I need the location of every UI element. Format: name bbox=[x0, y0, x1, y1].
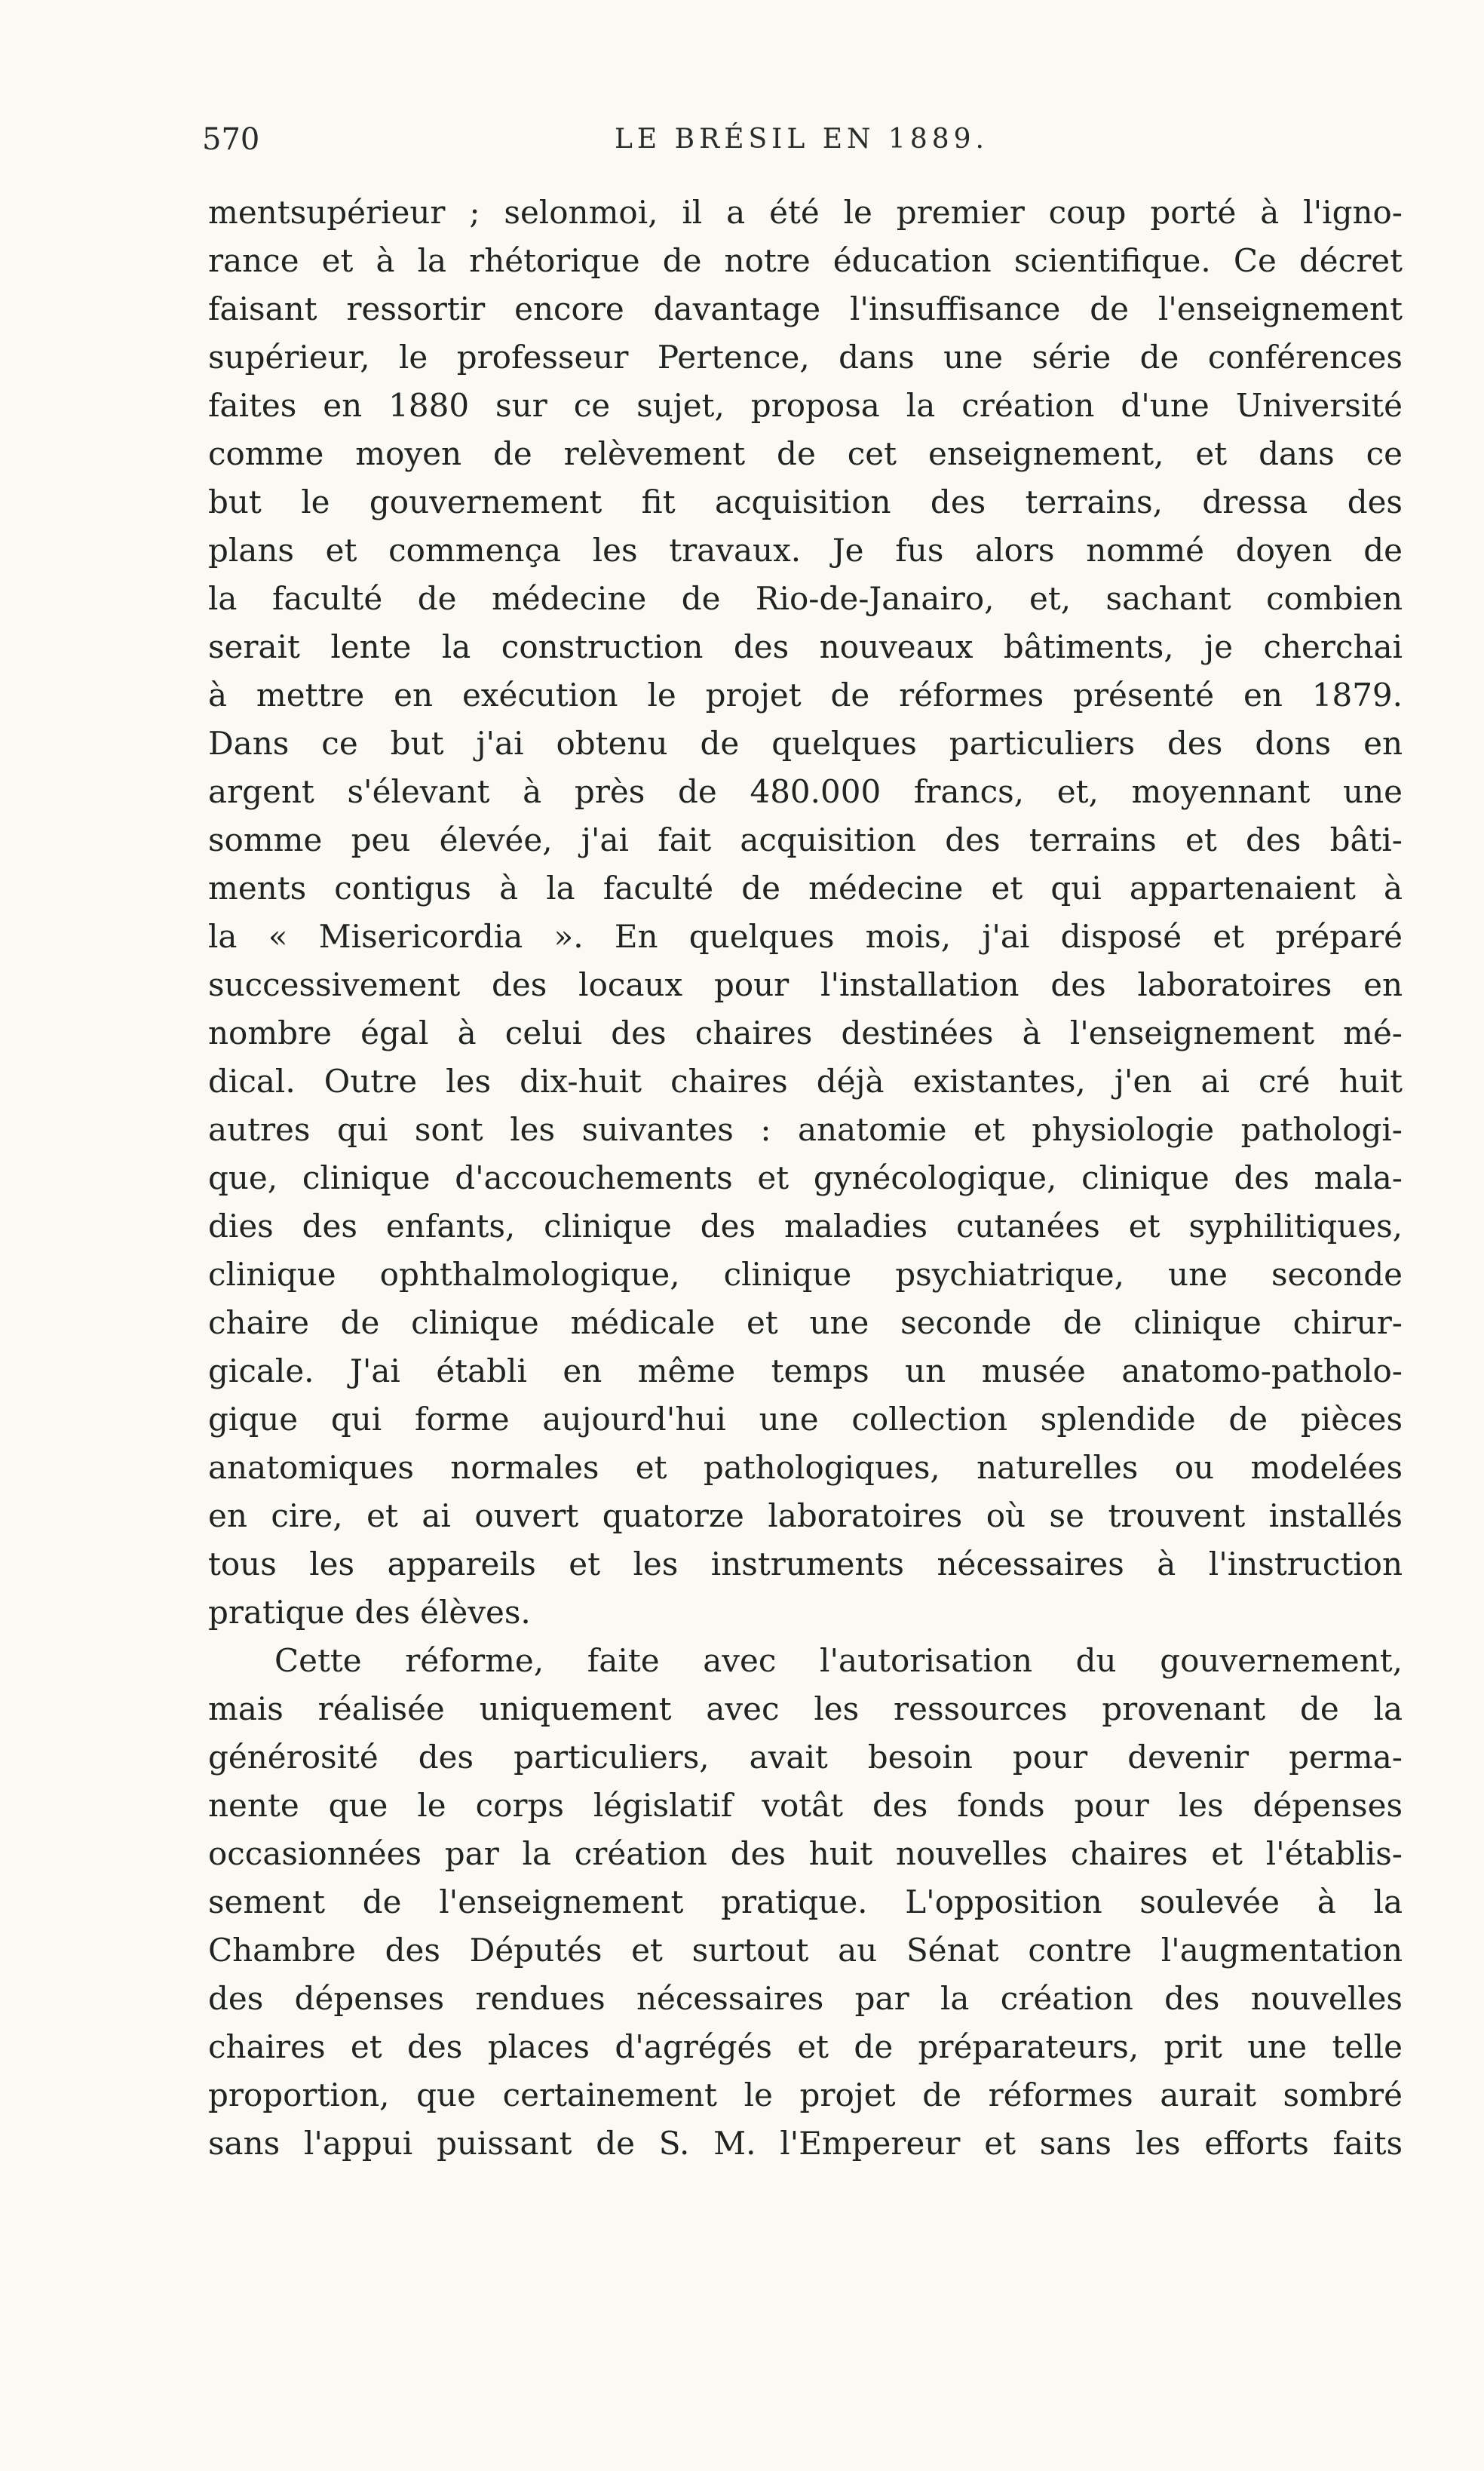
text-line: la faculté de médecine de Rio-de-Janairo, et, sachant combien bbox=[208, 580, 1403, 617]
text-line: chaire de clinique médicale et une seconde de clinique chirur- bbox=[208, 1304, 1403, 1341]
text-line: clinique ophthalmologique, clinique psychiatrique, une seconde bbox=[208, 1256, 1403, 1293]
text-line: Cette réforme, faite avec l'autorisation du gouvernement, bbox=[274, 1642, 1403, 1679]
text-line: Chambre des Députés et surtout au Sénat contre l'augmentation bbox=[208, 1932, 1403, 1969]
text-line: mais réalisée uniquement avec les ressources provenant de la bbox=[208, 1690, 1403, 1727]
text-line: pratique des élèves. bbox=[208, 1594, 531, 1631]
text-line: serait lente la construction des nouveaux bâtiments, je cherchai bbox=[208, 628, 1403, 665]
page-number: 570 bbox=[202, 122, 260, 157]
text-line: à mettre en exécution le projet de réformes présenté en 1879. bbox=[208, 677, 1403, 714]
text-line: dical. Outre les dix-huit chaires déjà existantes, j'en ai cré huit bbox=[208, 1063, 1403, 1100]
text-line: proportion, que certainement le projet de réformes aurait sombré bbox=[208, 2077, 1403, 2113]
text-line: but le gouvernement fit acquisition des terrains, dressa des bbox=[208, 483, 1403, 520]
text-line: faites en 1880 sur ce sujet, proposa la création d'une Université bbox=[208, 387, 1403, 424]
text-line: comme moyen de relèvement de cet enseignement, et dans ce bbox=[208, 435, 1403, 472]
text-line: que, clinique d'accouchements et gynécologique, clinique des mala- bbox=[208, 1159, 1403, 1196]
text-line: sans l'appui puissant de S. M. l'Empereur et sans les efforts faits bbox=[208, 2125, 1403, 2162]
text-line: rance et à la rhétorique de notre éducation scientifique. Ce décret bbox=[208, 242, 1403, 279]
text-line: supérieur, le professeur Pertence, dans une série de conférences bbox=[208, 339, 1403, 376]
text-line: tous les appareils et les instruments nécessaires à l'instruction bbox=[208, 1546, 1403, 1582]
text-line: des dépenses rendues nécessaires par la création des nouvelles bbox=[208, 1980, 1403, 2017]
text-line: faisant ressortir encore davantage l'insuffisance de l'enseignement bbox=[208, 290, 1403, 327]
text-line: dies des enfants, clinique des maladies cutanées et syphilitiques, bbox=[208, 1208, 1403, 1245]
text-line: ments contigus à la faculté de médecine et qui appartenaient à bbox=[208, 870, 1403, 907]
text-line: chaires et des places d'agrégés et de préparateurs, prit une telle bbox=[208, 2028, 1403, 2065]
text-line: autres qui sont les suivantes : anatomie et physiologie pathologi- bbox=[208, 1111, 1403, 1148]
text-line: gique qui forme aujourd'hui une collection splendide de pièces bbox=[208, 1401, 1403, 1438]
page-header bbox=[202, 117, 1401, 162]
paragraph bbox=[208, 189, 1403, 1637]
text-line: en cire, et ai ouvert quatorze laboratoires où se trouvent installés bbox=[208, 1497, 1403, 1534]
text-line: sement de l'enseignement pratique. L'opposition soulevée à la bbox=[208, 1883, 1403, 1920]
text-line: la « Misericordia ». En quelques mois, j'ai disposé et préparé bbox=[208, 918, 1403, 955]
text-line: Dans ce but j'ai obtenu de quelques particuliers des dons en bbox=[208, 725, 1403, 762]
running-title: LE BRÉSIL EN 1889. bbox=[615, 124, 989, 155]
text-line: générosité des particuliers, avait besoin pour devenir perma- bbox=[208, 1739, 1403, 1776]
text-line: somme peu élevée, j'ai fait acquisition des terrains et des bâti- bbox=[208, 821, 1403, 858]
text-line: successivement des locaux pour l'installation des laboratoires en bbox=[208, 966, 1403, 1003]
text-line: occasionnées par la création des huit nouvelles chaires et l'établis- bbox=[208, 1835, 1403, 1872]
text-line: nente que le corps législatif votât des fonds pour les dépenses bbox=[208, 1787, 1403, 1824]
text-line: anatomiques normales et pathologiques, naturelles ou modelées bbox=[208, 1449, 1403, 1486]
text-line: gicale. J'ai établi en même temps un musée anatomo-patholo- bbox=[208, 1352, 1403, 1389]
body-text bbox=[208, 189, 1403, 2168]
text-line: argent s'élevant à près de 480.000 francs, et, moyennant une bbox=[208, 773, 1403, 810]
text-line: mentsupérieur ; selonmoi, il a été le premier coup porté à l'igno- bbox=[208, 194, 1403, 231]
text-line: plans et commença les travaux. Je fus alors nommé doyen de bbox=[208, 532, 1403, 569]
paragraph bbox=[208, 1637, 1403, 2168]
text-line: nombre égal à celui des chaires destinées à l'enseignement mé- bbox=[208, 1014, 1403, 1051]
